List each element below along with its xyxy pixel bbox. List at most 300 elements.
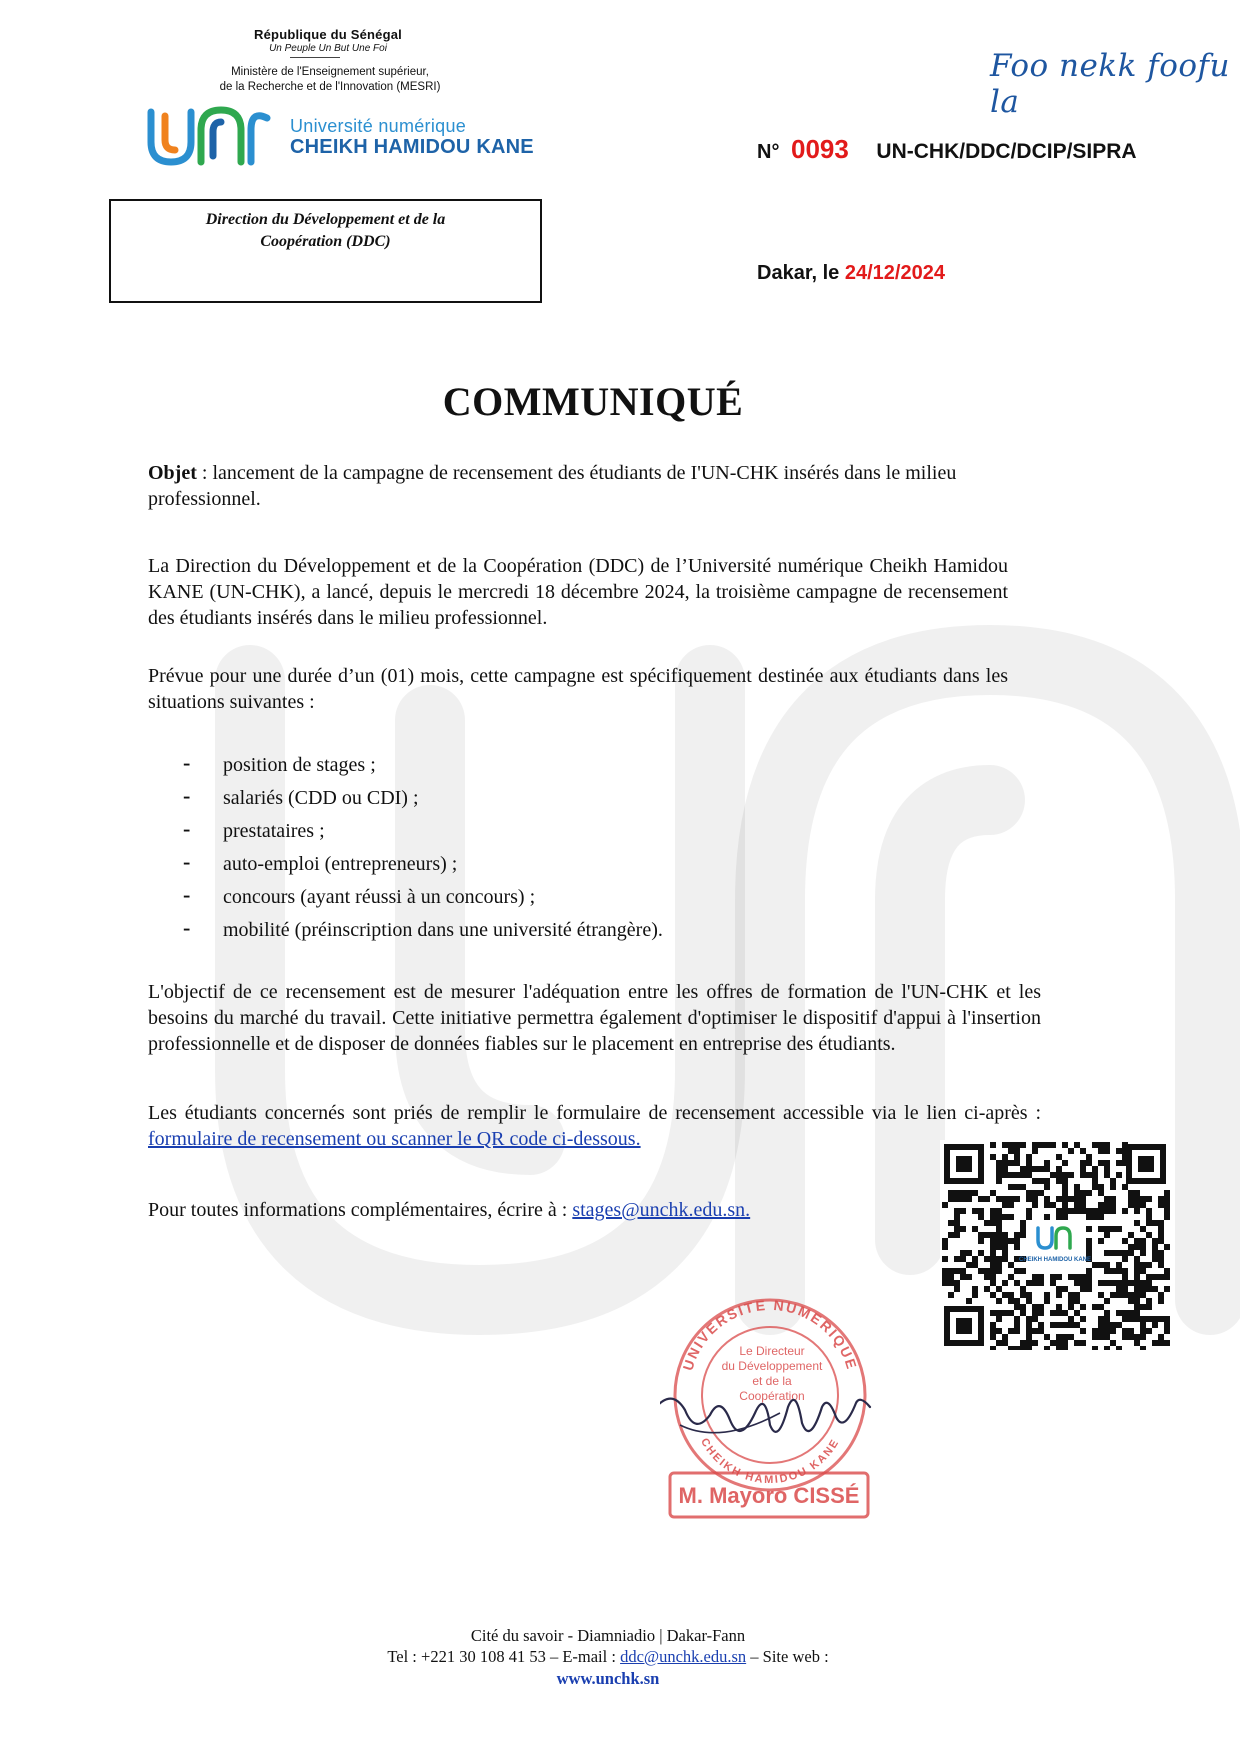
qr-module <box>1056 1292 1062 1298</box>
qr-module <box>1080 1328 1086 1334</box>
qr-module <box>1008 1346 1014 1350</box>
qr-module <box>1104 1148 1110 1154</box>
qr-module <box>954 1268 960 1274</box>
qr-module <box>1152 1256 1158 1262</box>
qr-module <box>1056 1172 1062 1178</box>
qr-module <box>1026 1196 1032 1202</box>
qr-module <box>1038 1322 1044 1328</box>
qr-module <box>1026 1208 1032 1214</box>
qr-module <box>990 1238 996 1244</box>
qr-module <box>1134 1256 1140 1262</box>
footer-address: Cité du savoir - Diamniadio | Dakar-Fann <box>470 1626 746 1645</box>
direction-line-1: Direction du Développement et de la <box>205 211 446 228</box>
qr-module <box>1092 1346 1098 1350</box>
qr-module <box>1008 1238 1014 1244</box>
qr-module <box>1110 1292 1116 1298</box>
qr-module <box>1110 1280 1116 1286</box>
qr-module <box>1008 1274 1014 1280</box>
qr-module <box>1008 1148 1014 1154</box>
qr-module <box>1026 1166 1032 1172</box>
qr-module <box>990 1292 996 1298</box>
qr-module <box>1164 1340 1170 1346</box>
qr-module <box>1020 1220 1026 1226</box>
form-link[interactable]: formulaire de recensement ou scanner le QR code ci-dessous. <box>148 1128 641 1150</box>
object-text: : lancement de la campagne de recensement des étudiants de I'UN-CHK insérés dans le milieu professionnel. <box>148 462 957 510</box>
qr-module <box>990 1142 996 1148</box>
qr-module <box>1002 1238 1008 1244</box>
qr-module <box>1086 1190 1092 1196</box>
qr-module <box>1086 1160 1092 1166</box>
qr-module <box>1122 1316 1128 1322</box>
qr-module <box>1140 1286 1146 1292</box>
qr-module <box>1140 1280 1146 1286</box>
qr-module <box>1152 1244 1158 1250</box>
footer-email-link[interactable]: ddc@unchk.edu.sn <box>620 1647 747 1666</box>
qr-module <box>1062 1160 1068 1166</box>
qr-module <box>1140 1316 1146 1322</box>
qr-module <box>1062 1214 1068 1220</box>
contact-text: Pour toutes informations complémentaires, écrire à : <box>148 1199 573 1221</box>
qr-module <box>996 1226 1002 1232</box>
qr-module <box>948 1274 954 1280</box>
qr-module <box>1026 1340 1032 1346</box>
qr-module <box>960 1196 966 1202</box>
situations-list <box>183 752 663 950</box>
qr-module <box>1086 1172 1092 1178</box>
signatory-name: M. Mayoro CISSÉ <box>678 1483 860 1508</box>
qr-module <box>1056 1346 1062 1350</box>
qr-module <box>1158 1334 1164 1340</box>
qr-module <box>1044 1142 1050 1148</box>
qr-module <box>1086 1250 1092 1256</box>
list-item: - salariés (CDD ou CDI) ; <box>183 783 419 809</box>
qr-module <box>1056 1304 1062 1310</box>
reference-number-label: N° <box>757 141 780 163</box>
qr-module <box>1122 1310 1128 1316</box>
date-line <box>757 262 945 285</box>
qr-module <box>1128 1202 1134 1208</box>
qr-module <box>1104 1298 1110 1304</box>
qr-module <box>1026 1346 1032 1350</box>
qr-module <box>996 1220 1002 1226</box>
object-label: Objet <box>148 462 197 484</box>
qr-module <box>984 1232 990 1238</box>
qr-module <box>1002 1196 1008 1202</box>
qr-module <box>1068 1148 1074 1154</box>
qr-module <box>1068 1172 1074 1178</box>
qr-module <box>1104 1334 1110 1340</box>
stamp-center-line-2: du Développement <box>721 1359 823 1373</box>
qr-module <box>1014 1244 1020 1250</box>
qr-module <box>1158 1316 1164 1322</box>
qr-module <box>1020 1310 1026 1316</box>
qr-module <box>1134 1190 1140 1196</box>
qr-module <box>1158 1196 1164 1202</box>
qr-module <box>1044 1202 1050 1208</box>
qr-module <box>1062 1202 1068 1208</box>
qr-module <box>1020 1304 1026 1310</box>
qr-module <box>1104 1208 1110 1214</box>
qr-module <box>1020 1292 1026 1298</box>
qr-module <box>1110 1196 1116 1202</box>
list-item: - prestataires ; <box>183 816 325 842</box>
qr-module <box>942 1280 948 1286</box>
qr-module <box>1062 1334 1068 1340</box>
qr-module <box>1008 1184 1014 1190</box>
qr-module <box>984 1274 990 1280</box>
qr-module <box>1014 1232 1020 1238</box>
footer-website-link[interactable]: www.unchk.sn <box>556 1669 660 1688</box>
qr-module <box>1056 1208 1062 1214</box>
qr-module <box>1026 1292 1032 1298</box>
qr-module <box>1110 1322 1116 1328</box>
qr-module <box>1038 1190 1044 1196</box>
qr-module <box>990 1220 996 1226</box>
qr-module <box>1104 1310 1110 1316</box>
qr-module <box>1038 1142 1044 1148</box>
qr-module <box>1020 1346 1026 1350</box>
qr-module <box>1104 1226 1110 1232</box>
stamp-ring-text: UNIVERSITE NUMERIQUE <box>679 1296 861 1373</box>
qr-module <box>996 1214 1002 1220</box>
qr-module <box>1068 1304 1074 1310</box>
qr-module <box>1158 1292 1164 1298</box>
qr-module <box>1128 1280 1134 1286</box>
qr-module <box>1140 1292 1146 1298</box>
qr-module <box>1032 1280 1038 1286</box>
qr-module <box>990 1346 996 1350</box>
qr-module <box>1026 1172 1032 1178</box>
qr-module <box>1128 1250 1134 1256</box>
qr-module <box>1038 1280 1044 1286</box>
qr-module <box>1080 1304 1086 1310</box>
qr-module <box>990 1328 996 1334</box>
qr-module <box>1122 1256 1128 1262</box>
qr-module <box>1098 1226 1104 1232</box>
qr-module <box>1002 1154 1008 1160</box>
qr-module <box>996 1172 1002 1178</box>
qr-module <box>1038 1274 1044 1280</box>
qr-module <box>978 1250 984 1256</box>
qr-module <box>1062 1190 1068 1196</box>
qr-module <box>1026 1214 1032 1220</box>
qr-module <box>960 1268 966 1274</box>
qr-logo-text: CHEIKH HAMIDOU KANE <box>1019 1257 1091 1263</box>
qr-module <box>1104 1196 1110 1202</box>
qr-module <box>942 1256 948 1262</box>
qr-module <box>1008 1262 1014 1268</box>
qr-module <box>1014 1268 1020 1274</box>
qr-module <box>978 1214 984 1220</box>
qr-module <box>1038 1178 1044 1184</box>
qr-module <box>1134 1202 1140 1208</box>
qr-module <box>1122 1292 1128 1298</box>
qr-module <box>1068 1196 1074 1202</box>
qr-module <box>1158 1238 1164 1244</box>
qr-module <box>1044 1166 1050 1172</box>
qr-module <box>1002 1292 1008 1298</box>
qr-module <box>942 1238 948 1244</box>
qr-module <box>1164 1268 1170 1274</box>
qr-module <box>1002 1334 1008 1340</box>
qr-module <box>990 1310 996 1316</box>
qr-module <box>1128 1244 1134 1250</box>
qr-module <box>1164 1316 1170 1322</box>
university-name-line-1: Université numérique <box>290 116 467 136</box>
qr-module <box>1074 1322 1080 1328</box>
qr-module <box>1110 1340 1116 1346</box>
qr-module <box>1140 1268 1146 1274</box>
contact-email-link[interactable]: stages@unchk.edu.sn. <box>572 1199 751 1221</box>
qr-module <box>1104 1346 1110 1350</box>
qr-module <box>1032 1304 1038 1310</box>
stamp-center-line-1: Le Directeur <box>739 1344 805 1358</box>
qr-module <box>1074 1310 1080 1316</box>
qr-module <box>1044 1160 1050 1166</box>
qr-module <box>1044 1178 1050 1184</box>
qr-module <box>1134 1280 1140 1286</box>
qr-module <box>1032 1328 1038 1334</box>
qr-module <box>1074 1196 1080 1202</box>
qr-module <box>1140 1346 1146 1350</box>
qr-module <box>948 1292 954 1298</box>
qr-module <box>1056 1274 1062 1280</box>
qr-module <box>1044 1334 1050 1340</box>
qr-module <box>978 1208 984 1214</box>
paragraph-contact <box>148 1197 1041 1223</box>
ministry-name <box>160 65 500 95</box>
qr-module <box>978 1196 984 1202</box>
qr-module <box>1116 1286 1122 1292</box>
qr-module <box>954 1220 960 1226</box>
qr-module <box>1134 1310 1140 1316</box>
qr-module <box>990 1214 996 1220</box>
qr-module <box>1158 1340 1164 1346</box>
qr-module <box>942 1202 948 1208</box>
svg-text:CHEIKH HAMIDOU KANE <box>698 1436 842 1486</box>
qr-module <box>1032 1178 1038 1184</box>
qr-module <box>1152 1220 1158 1226</box>
qr-module <box>966 1274 972 1280</box>
direction-box <box>109 199 542 303</box>
qr-module <box>996 1268 1002 1274</box>
qr-module <box>990 1190 996 1196</box>
qr-module <box>1122 1250 1128 1256</box>
qr-module <box>1050 1172 1056 1178</box>
qr-module <box>1086 1214 1092 1220</box>
qr-module <box>1104 1322 1110 1328</box>
qr-module <box>1098 1148 1104 1154</box>
qr-module <box>1014 1322 1020 1328</box>
qr-module <box>1062 1310 1068 1316</box>
qr-module <box>1074 1340 1080 1346</box>
qr-module <box>1062 1346 1068 1350</box>
qr-module <box>1098 1142 1104 1148</box>
qr-module <box>1080 1286 1086 1292</box>
qr-module <box>1062 1172 1068 1178</box>
qr-module <box>1152 1340 1158 1346</box>
qr-module <box>1026 1328 1032 1334</box>
qr-module <box>1086 1244 1092 1250</box>
qr-module <box>1014 1298 1020 1304</box>
qr-module <box>960 1190 966 1196</box>
qr-module <box>1116 1310 1122 1316</box>
qr-module <box>1056 1310 1062 1316</box>
qr-module <box>1140 1196 1146 1202</box>
qr-module <box>1026 1280 1032 1286</box>
qr-module <box>996 1298 1002 1304</box>
qr-module <box>1074 1280 1080 1286</box>
qr-module <box>990 1334 996 1340</box>
qr-module <box>1062 1208 1068 1214</box>
qr-module <box>990 1268 996 1274</box>
list-item: - position de stages ; <box>183 750 376 776</box>
qr-module <box>1116 1322 1122 1328</box>
qr-module <box>1128 1334 1134 1340</box>
qr-module <box>1080 1340 1086 1346</box>
qr-module <box>990 1250 996 1256</box>
qr-module <box>1134 1208 1140 1214</box>
qr-module <box>1140 1262 1146 1268</box>
qr-module <box>1158 1298 1164 1304</box>
qr-module <box>1020 1226 1026 1232</box>
qr-module <box>948 1220 954 1226</box>
document-title: COMMUNIQUÉ <box>442 379 744 424</box>
qr-module <box>1050 1280 1056 1286</box>
qr-module <box>1032 1316 1038 1322</box>
qr-module <box>942 1268 948 1274</box>
qr-module <box>1164 1214 1170 1220</box>
date-label: Dakar, le <box>757 262 840 284</box>
qr-module <box>1080 1148 1086 1154</box>
qr-module <box>1110 1184 1116 1190</box>
qr-module <box>1044 1298 1050 1304</box>
qr-module <box>984 1256 990 1262</box>
qr-module <box>1146 1286 1152 1292</box>
qr-module <box>1134 1244 1140 1250</box>
qr-module <box>1008 1298 1014 1304</box>
qr-module <box>1032 1142 1038 1148</box>
reference-code: UN-CHK/DDC/DCIP/SIPRA <box>876 140 1137 163</box>
qr-module <box>1104 1232 1110 1238</box>
university-name-line-2: CHEIKH HAMIDOU KANE <box>290 136 534 158</box>
qr-module <box>1032 1196 1038 1202</box>
qr-module <box>1092 1166 1098 1172</box>
qr-code[interactable] <box>940 1140 1170 1350</box>
qr-module <box>1110 1202 1116 1208</box>
qr-module <box>1104 1316 1110 1322</box>
qr-module <box>1140 1226 1146 1232</box>
qr-module <box>1158 1262 1164 1268</box>
qr-module <box>1050 1202 1056 1208</box>
stamp-center-line-3: et de la <box>752 1374 792 1388</box>
qr-module <box>1038 1304 1044 1310</box>
paragraph-objective: L'objectif de ce recensement est de mesurer l'adéquation entre les offres de formation de l'UN-CHK et les besoins du marché du travail. Cette initiative permettra également d'optimiser le dispositif d'appui à l'insertion professionnelle et de disposer de données fiables sur le placement en entreprise des étudiants. <box>148 981 1041 1055</box>
qr-module <box>1146 1280 1152 1286</box>
qr-module <box>954 1214 960 1220</box>
republic-header <box>218 27 438 54</box>
qr-module <box>960 1226 966 1232</box>
qr-module <box>972 1256 978 1262</box>
qr-module <box>1056 1322 1062 1328</box>
qr-module <box>1122 1328 1128 1334</box>
reference-number-value: 0093 <box>791 134 849 164</box>
qr-module <box>1032 1274 1038 1280</box>
qr-module <box>990 1232 996 1238</box>
qr-module <box>1032 1190 1038 1196</box>
qr-module <box>1014 1280 1020 1286</box>
qr-module <box>1008 1214 1014 1220</box>
list-item: - mobilité (préinscription dans une université étrangère). <box>183 915 663 941</box>
qr-module <box>972 1262 978 1268</box>
qr-module <box>996 1178 1002 1184</box>
qr-module <box>1146 1274 1152 1280</box>
qr-module <box>1134 1196 1140 1202</box>
qr-module <box>948 1232 954 1238</box>
qr-module <box>1122 1268 1128 1274</box>
qr-module <box>942 1244 948 1250</box>
qr-module <box>1086 1280 1092 1286</box>
qr-module <box>1092 1262 1098 1268</box>
qr-module <box>1020 1268 1026 1274</box>
qr-module <box>1074 1202 1080 1208</box>
qr-module <box>1086 1208 1092 1214</box>
qr-module <box>1038 1166 1044 1172</box>
qr-module <box>972 1286 978 1292</box>
qr-module <box>1080 1274 1086 1280</box>
qr-module <box>1080 1172 1086 1178</box>
qr-module <box>1164 1244 1170 1250</box>
qr-module <box>1098 1304 1104 1310</box>
qr-module <box>1134 1274 1140 1280</box>
qr-module <box>1014 1328 1020 1334</box>
qr-module <box>1140 1202 1146 1208</box>
qr-module <box>978 1268 984 1274</box>
qr-module <box>996 1208 1002 1214</box>
qr-module <box>1092 1304 1098 1310</box>
qr-module <box>1158 1226 1164 1232</box>
qr-module <box>1026 1160 1032 1166</box>
qr-module <box>984 1220 990 1226</box>
qr-module <box>1104 1280 1110 1286</box>
qr-module <box>996 1262 1002 1268</box>
qr-module <box>984 1268 990 1274</box>
qr-module <box>1134 1334 1140 1340</box>
qr-module <box>990 1256 996 1262</box>
qr-module <box>1104 1160 1110 1166</box>
qr-module <box>1062 1178 1068 1184</box>
qr-module <box>1110 1250 1116 1256</box>
qr-module <box>1080 1166 1086 1172</box>
qr-module <box>1104 1202 1110 1208</box>
qr-module <box>1152 1316 1158 1322</box>
qr-module <box>966 1190 972 1196</box>
qr-module <box>1074 1184 1080 1190</box>
qr-module <box>1050 1322 1056 1328</box>
qr-module <box>1008 1328 1014 1334</box>
qr-module <box>1110 1226 1116 1232</box>
qr-module <box>1122 1184 1128 1190</box>
qr-module <box>1056 1196 1062 1202</box>
qr-module <box>1086 1154 1092 1160</box>
qr-module <box>1074 1292 1080 1298</box>
qr-module <box>1164 1274 1170 1280</box>
qr-module <box>1074 1298 1080 1304</box>
qr-module <box>1158 1202 1164 1208</box>
qr-module <box>1116 1160 1122 1166</box>
qr-module <box>1134 1262 1140 1268</box>
paragraph-announcement: La Direction du Développement et de la Coopération (DDC) de l’Université numérique Cheikh Hamidou KANE (UN-CHK), a lancé, depuis le mercredi 18 décembre 2024, la troisième campagne de recensement des étudiants insérés dans le milieu professionnel. <box>148 555 1008 629</box>
